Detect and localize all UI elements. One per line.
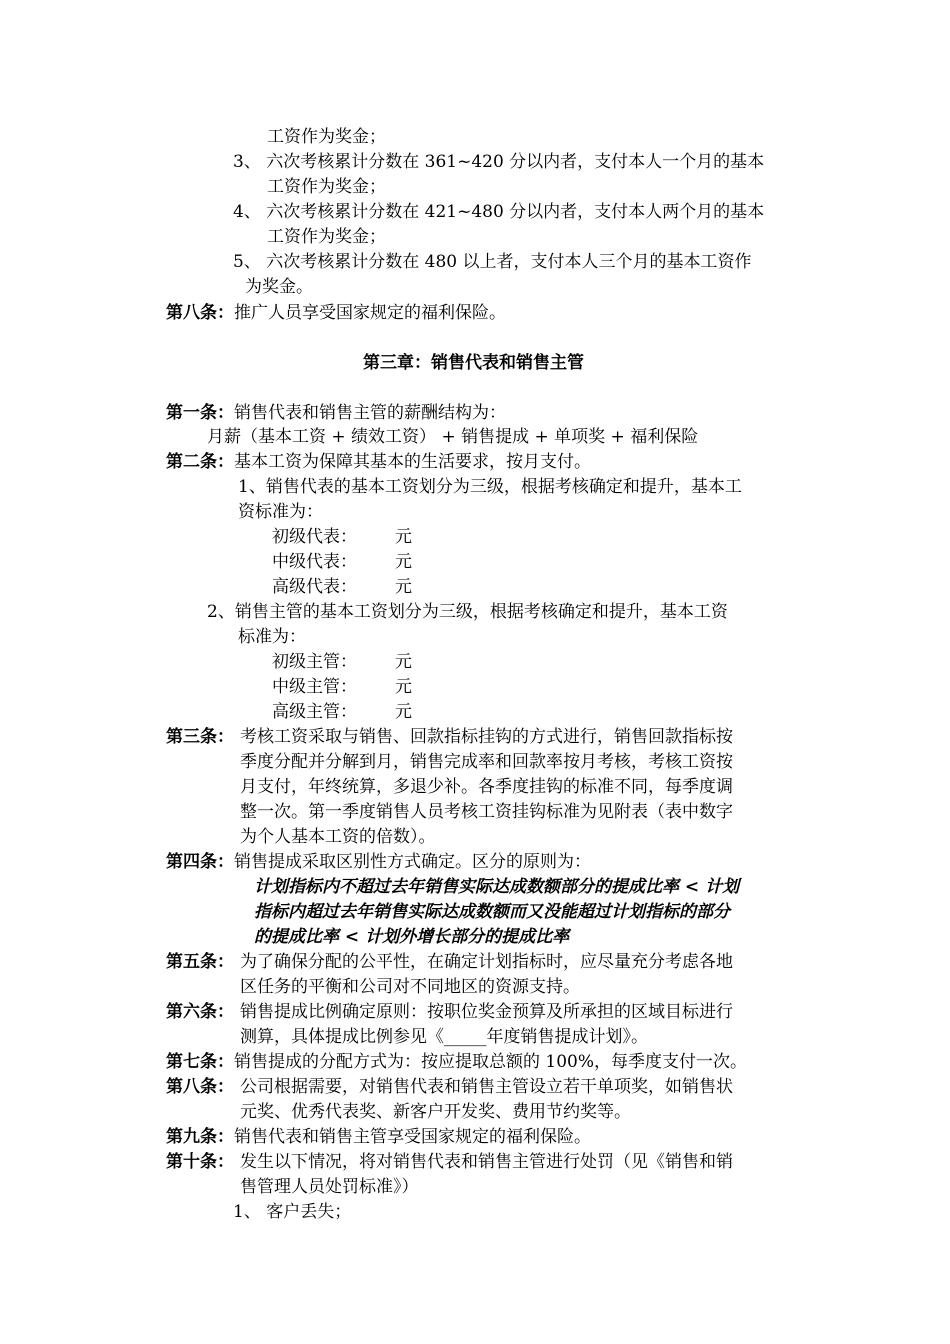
article-label: 第九条： (166, 1127, 234, 1147)
text-line: 资标准为： (238, 502, 323, 522)
article-label: 第十条： (166, 1152, 234, 1172)
text-line: 工资作为奖金； (267, 177, 386, 197)
list-item: 2、销售主管的基本工资划分为三级，根据考核确定和提升，基本工资 (207, 602, 728, 622)
rep-level-senior: 高级代表： (272, 577, 357, 597)
text-line: 公司根据需要，对销售代表和销售主管设立若干单项奖，如销售状 (240, 1077, 733, 1097)
text-line: 季度分配并分解到月，销售完成率和回款率按月考核，考核工资按 (240, 752, 733, 772)
rep-unit-mid: 元 (395, 552, 412, 572)
article-label: 第八条： (166, 303, 234, 323)
list-item: 3、 六次考核累计分数在 361~420 分以内者，支付本人一个月的基本 (233, 152, 765, 172)
text-line: 测算，具体提成比例参见《_____年度销售提成计划》。 (240, 1027, 648, 1047)
article-text: 销售提成采取区别性方式确定。区分的原则为： (234, 852, 591, 872)
article-2 (166, 450, 591, 475)
text-line: 售管理人员处罚标准》） (240, 1177, 419, 1197)
text-line: 为个人基本工资的倍数）。 (240, 827, 436, 847)
article-label: 第三条： (166, 727, 234, 747)
mgr-level-junior: 初级主管： (272, 652, 357, 672)
chapter-title: 第三章：销售代表和销售主管 (363, 353, 584, 373)
article-label: 第六条： (166, 1002, 234, 1022)
article-label: 第七条： (166, 1052, 234, 1072)
text-line: 区任务的平衡和公司对不同地区的资源支持。 (240, 977, 580, 997)
text-line: 月支付，年终统算，多退少补。各季度挂钩的标准不同，每季度调 (240, 777, 733, 797)
text-line: 销售提成比例确定原则：按职位奖金预算及所承担的区域目标进行 (240, 1002, 733, 1022)
text-line: 为了确保分配的公平性，在确定计划指标时，应尽量充分考虑各地 (240, 952, 733, 972)
text-line: 元奖、优秀代表奖、新客户开发奖、费用节约奖等。 (240, 1102, 631, 1122)
article-7 (166, 1050, 747, 1075)
article-label: 第一条： (166, 403, 234, 423)
article-label: 第五条： (166, 952, 234, 972)
article-label: 第二条： (166, 452, 234, 472)
mgr-unit-junior: 元 (395, 652, 412, 672)
text-line: 整一次。第一季度销售人员考核工资挂钩标准为见附表（表中数字 (240, 802, 733, 822)
list-item: 5、 六次考核累计分数在 480 以上者，支付本人三个月的基本工资作 (233, 252, 752, 272)
article-9 (166, 1125, 591, 1150)
article-text: 销售代表和销售主管享受国家规定的福利保险。 (234, 1127, 591, 1147)
rep-unit-junior: 元 (395, 527, 412, 547)
emphasis-line: 的提成比率 < 计划外增长部分的提成比率 (254, 927, 570, 947)
article-1 (166, 401, 506, 426)
emphasis-line: 指标内超过去年销售实际达成数额而又没能超过计划指标的部分 (254, 902, 730, 922)
mgr-unit-mid: 元 (395, 677, 412, 697)
emphasis-line: 计划指标内不超过去年销售实际达成数额部分的提成比率 < 计划 (254, 877, 740, 897)
text-line: 为奖金。 (245, 277, 313, 297)
mgr-unit-senior: 元 (395, 702, 412, 722)
mgr-level-senior: 高级主管： (272, 702, 357, 722)
text-line: 工资作为奖金； (267, 227, 386, 247)
text-line: 发生以下情况，将对销售代表和销售主管进行处罚（见《销售和销 (240, 1152, 733, 1172)
list-item: 4、 六次考核累计分数在 421~480 分以内者，支付本人两个月的基本 (233, 202, 765, 222)
article-8-prev (166, 301, 506, 326)
mgr-level-mid: 中级主管： (272, 677, 357, 697)
article-text: 销售代表和销售主管的薪酬结构为： (234, 403, 506, 423)
list-item: 1、 客户丢失； (233, 1202, 352, 1222)
rep-level-junior: 初级代表： (272, 527, 357, 547)
text-line: 标准为： (238, 627, 306, 647)
article-label: 第四条： (166, 852, 234, 872)
list-item: 1、销售代表的基本工资划分为三级，根据考核确定和提升，基本工 (238, 477, 742, 497)
text-line: 工资作为奖金； (267, 127, 386, 147)
text-line: 考核工资采取与销售、回款指标挂钩的方式进行，销售回款指标按 (240, 727, 733, 747)
rep-level-mid: 中级代表： (272, 552, 357, 572)
article-label: 第八条： (166, 1077, 234, 1097)
salary-formula: 月薪（基本工资 + 绩效工资） + 销售提成 + 单项奖 + 福利保险 (207, 427, 699, 447)
article-text: 基本工资为保障其基本的生活要求，按月支付。 (234, 452, 591, 472)
article-text: 推广人员享受国家规定的福利保险。 (234, 303, 506, 323)
article-4 (166, 850, 591, 875)
rep-unit-senior: 元 (395, 577, 412, 597)
article-text: 销售提成的分配方式为：按应提取总额的 100%，每季度支付一次。 (234, 1052, 748, 1072)
